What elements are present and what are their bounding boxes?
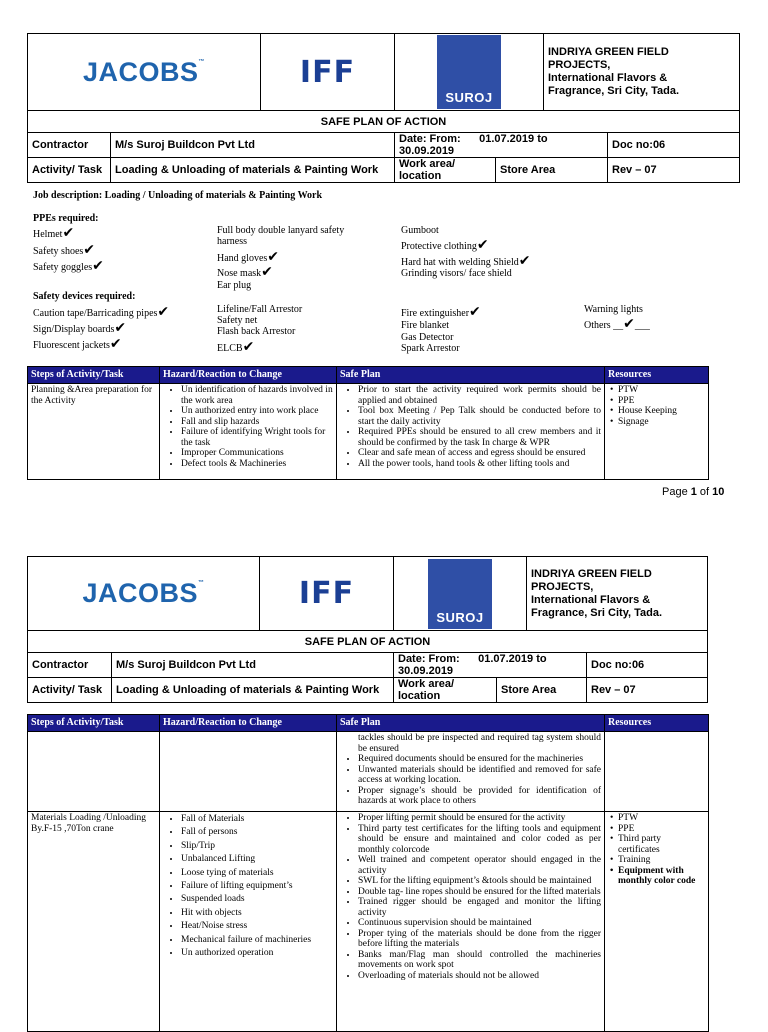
ppe-gumboot: Gumboot [401,225,439,236]
date-range: Date: From: 01.07.2019 to 30.09.2019 [394,653,587,678]
ppe-ear-plug: Ear plug [217,280,252,291]
list-item: • PTW [618,385,705,396]
list-item: • Overloading of materials should not be allowed [358,971,601,982]
step-cell: Planning &Area preparation for the Activity [28,384,160,480]
list-item: • Un identification of hazards involved in the work area [181,385,333,406]
resources-cell [605,812,709,1032]
list-item: • Proper lifting permit should be ensured for the activity [358,813,601,824]
page1-plan-table [27,366,709,480]
ppe-safety-goggles: Safety goggles✔ [33,258,104,274]
list-item: • Well trained and competent operator should engaged in the activity [358,855,601,876]
list-item: • House Keeping [618,406,705,417]
job-description: Job description: Loading / Unloading of materials & Painting Work [33,190,323,201]
header-resources: Resources [605,367,709,384]
list-item: • Prior to start the activity required work permits should be applied and obtained [358,385,601,406]
list-item: • Double tag- line ropes should be ensured for the lifted materials [358,887,601,898]
list-item: • Training [618,855,705,866]
list-item: • Trained rigger should be engaged and monitor the lifting activity [358,897,601,918]
safe-plan-cell [337,732,605,812]
activity-value: Loading & Unloading of materials & Painting Work [111,158,395,183]
check-icon: ✔ [267,249,280,265]
doc-number: Doc no:06 [587,653,708,678]
list-item: • PTW [618,813,705,824]
header-safe-plan: Safe Plan [337,367,605,384]
ppe-safety-shoes: Safety shoes✔ [33,242,96,258]
device-flash-back-arrestor: Flash back Arrestor [217,326,296,337]
check-icon: ✔ [242,339,255,355]
list-item: • Continuous supervision should be maintained [358,918,601,929]
device-warning-lights: Warning lights [584,304,643,315]
page-title: SAFE PLAN OF ACTION [28,631,708,653]
safety-devices-label: Safety devices required: [33,291,136,302]
check-icon: ✔ [261,264,273,280]
check-icon: ✔ [469,304,481,320]
check-icon: ✔ [518,253,531,269]
list-item: • Proper tying of the materials should be done from the rigger before lifting the materials [358,929,601,950]
list-item: • Un authorized operation [181,947,333,960]
resources-cell [605,732,709,812]
list-item: • SWL for the lifting equipment’s &tools should be maintained [358,876,601,887]
device-safety-net: Safety net [217,315,258,326]
list-item: • Third party certificates [618,834,705,855]
list-item: • All the power tools, hand tools & other lifting tools and [358,459,601,470]
list-item: • Failure of identifying Wright tools for the task [181,427,333,448]
check-icon: ✔ [83,242,96,258]
contractor-label: Contractor [28,133,111,158]
list-item: • Unwanted materials should be identified and removed for safe access at working location. [358,765,601,786]
list-item: • Improper Communications [181,448,333,459]
check-icon: ✔ [92,258,104,274]
work-area-label: Work area/ location [394,678,497,703]
contractor-label: Contractor [28,653,112,678]
hazard-cell [160,732,337,812]
list-item: • Slip/Trip [181,840,333,853]
activity-label: Activity/ Task [28,158,111,183]
iff-logo: IFF [261,34,395,111]
check-icon: ✔ [476,237,489,253]
device-others: Others __✔___ [584,316,650,332]
header-resources: Resources [605,715,709,732]
contractor-value: M/s Suroj Buildcon Pvt Ltd [111,133,395,158]
page1-header-table [27,33,740,183]
revision: Rev – 07 [608,158,740,183]
device-fluorescent-jackets: Fluorescent jackets✔ [33,336,122,352]
date-range: Date: From: 01.07.2019 to 30.09.2019 [395,133,608,158]
work-area-label: Work area/ location [395,158,496,183]
check-icon: ✔ [109,336,122,352]
list-item: • Required documents should be ensured for the machineries [358,754,601,765]
contractor-value: M/s Suroj Buildcon Pvt Ltd [112,653,394,678]
ppe-harness: Full body double lanyard safety harness [217,225,345,247]
suroj-logo: SUROJ [394,557,527,631]
list-item: • Failure of lifting equipment’s [181,880,333,893]
header-steps: Steps of Activity/Task [28,367,160,384]
list-item: • Un authorized entry into work place [181,406,333,417]
device-gas-detector: Gas Detector [401,332,454,343]
list-item: • Fall and slip hazards [181,417,333,428]
ppe-helmet: Helmet✔ [33,225,75,241]
ppes-label: PPEs required: [33,213,99,224]
device-sign-boards: Sign/Display boards✔ [33,320,127,336]
jacobs-logo: JACOBS™ [28,34,261,111]
list-item: • Heat/Noise stress [181,920,333,933]
device-fire-blanket: Fire blanket [401,320,450,331]
list-item: • PPE [618,396,705,407]
iff-logo: IFF [260,557,394,631]
page-title: SAFE PLAN OF ACTION [28,111,740,133]
page2-header-table [27,556,708,703]
check-icon: ✔ [114,320,127,336]
list-item: • Fall of Materials [181,813,333,826]
ppe-nose-mask: Nose mask✔ [217,264,273,280]
list-item: • Banks man/Flag man should controlled the machineries movements on work spot [358,950,601,971]
list-item: • Tool box Meeting / Pep Talk should be conducted before to start the daily activity [358,406,601,427]
device-spark-arrestor: Spark Arrestor [401,343,460,354]
page-number: Page 1 of 10 [662,486,725,498]
header-hazard: Hazard/Reaction to Change [160,367,337,384]
list-item: • Clear and safe mean of access and egress should be ensured [358,448,601,459]
device-elcb: ELCB✔ [217,339,255,355]
page2-plan-table [27,714,709,1032]
hazard-cell [160,384,337,480]
activity-value: Loading & Unloading of materials & Painting Work [112,678,394,703]
doc-number: Doc no:06 [608,133,740,158]
list-item: • Defect tools & Machineries [181,459,333,470]
continued-text: tackles should be pre inspected and required tag system should be ensured [358,733,601,754]
list-item: • Suspended loads [181,893,333,906]
ppe-face-shield: Grinding visors/ face shield [401,268,512,279]
check-icon: ✔ [623,316,635,332]
list-item: • Mechanical failure of machineries [181,934,333,947]
list-item: • Loose tying of materials [181,867,333,880]
check-icon: ✔ [62,225,75,241]
header-safe-plan: Safe Plan [337,715,605,732]
list-item: • PPE [618,824,705,835]
list-item: • Third party test certificates for the lifting tools and equipment should be ensure and maintained and color coded as per monthly colorcode [358,824,601,856]
device-fire-extinguisher: Fire extinguisher✔ [401,304,481,320]
step-cell [28,732,160,812]
ppe-welding-shield: Hard hat with welding Shield✔ [401,253,531,269]
list-item: • Required PPEs should be ensured to all crew members and it should be confirmed by the task In charge & WPR [358,427,601,448]
step-cell: Materials Loading /Unloading By.F-15 ,70Ton crane [28,812,160,1032]
resources-cell [605,384,709,480]
device-caution-tape: Caution tape/Barricading pipes✔ [33,304,170,320]
ppe-hand-gloves: Hand gloves✔ [217,249,280,265]
list-item: • Hit with objects [181,907,333,920]
header-steps: Steps of Activity/Task [28,715,160,732]
header-hazard: Hazard/Reaction to Change [160,715,337,732]
device-lifeline: Lifeline/Fall Arrestor [217,304,303,315]
list-item: • Equipment with monthly color code [618,866,705,887]
jacobs-logo: JACOBS™ [28,557,260,631]
suroj-logo: SUROJ [395,34,544,111]
work-area-value: Store Area [496,158,608,183]
list-item: • Signage [618,417,705,428]
ppe-protective-clothing: Protective clothing✔ [401,237,489,253]
safe-plan-cell [337,384,605,480]
hazard-cell [160,812,337,1032]
activity-label: Activity/ Task [28,678,112,703]
check-icon: ✔ [157,304,170,320]
list-item: • Unbalanced Lifting [181,853,333,866]
safe-plan-cell [337,812,605,1032]
project-name: INDRIYA GREEN FIELD PROJECTS, International Flavors & Fragrance, Sri City, Tada. [527,557,708,631]
work-area-value: Store Area [497,678,587,703]
project-name: INDRIYA GREEN FIELD PROJECTS, International Flavors & Fragrance, Sri City, Tada. [544,34,740,111]
list-item: • Proper signage’s should be provided for identification of hazards at work place to others [358,786,601,807]
list-item: • Fall of persons [181,826,333,839]
revision: Rev – 07 [587,678,708,703]
